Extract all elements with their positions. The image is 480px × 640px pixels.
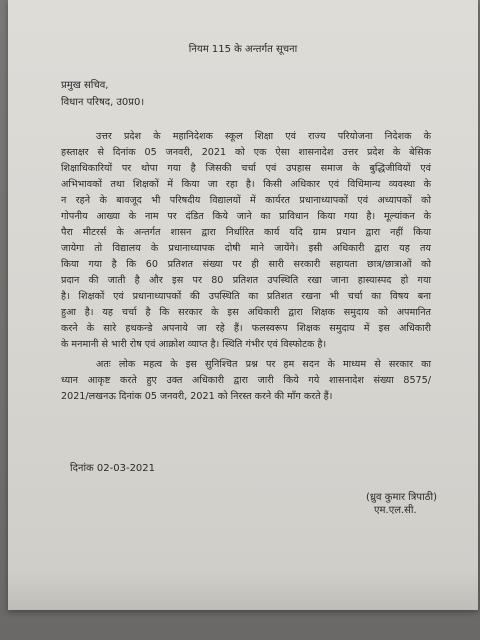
body-line: उत्तर प्रदेश के महानिदेशक स्कूल शिक्षा एवं राज्य परियोजना निदेशक के: [96, 131, 431, 142]
body-line: 2021/लखनऊ दिनांक 05 जनवरी, 2021 को निरस्त करने की माँग करते हैं।: [61, 391, 333, 402]
body-line: अतः लोक महत्व के इस सुनिश्चित प्रश्न पर हम सदन के माध्यम से सरकार का: [96, 359, 431, 370]
body-line: के मनमानी से भारी रोष एवं आक्रोश व्याप्त है। स्थिति गंभीर एवं विस्फोटक है।: [61, 339, 327, 350]
body-line: है। शिक्षकों एवं प्रधानाध्यापकों की उपस्थिति का प्रतिशत रखना भी चर्चा का विषय बना: [61, 291, 431, 302]
body-line: किया गया है कि 60 प्रतिशत संख्या पर ही सारी सरकारी सहायता छात्र/छात्राओं को: [61, 259, 431, 270]
signatory-designation: एम.एल.सी.: [374, 505, 417, 516]
body-line: करने के सारे हथकन्डे अपनाये जा रहे हैं। फलस्वरूप शिक्षक समुदाय में इस अधिकारी: [61, 323, 431, 334]
document-page: [8, 0, 478, 610]
body-line: प्रदान की जाती है और इस पर 80 प्रतिशत उपस्थिति रखा जाना हास्यास्पद हो गया: [61, 275, 431, 286]
body-line: शिक्षाधिकारियों पर थोपा गया है जिसकी चर्चा एवं उपहास समाज के बुद्धिजीवियों एवं: [61, 163, 431, 174]
recipient-office: विधान परिषद, उ0प्र0।: [61, 97, 145, 108]
body-line: हुआ है। यह चर्चा है कि सरकार के इस अधिकारी द्वारा शिक्षक समुदाय को अपमानित: [61, 307, 431, 318]
body-line: गोपनीय आख्या के नाम पर दंडित किये जाने का प्राविधान किया गया है। मूल्यांकन के: [61, 211, 431, 222]
body-line: जायेगा तो विद्यालय के प्रधानाध्यापक दोषी माने जायेंगे। इसी अधिकारी द्वारा यह तय: [61, 243, 431, 254]
signatory-name: (ध्रुव कुमार त्रिपाठी): [366, 492, 437, 503]
page-shading: [8, 570, 478, 610]
recipient-designation: प्रमुख सचिव,: [61, 80, 109, 91]
body-line: ध्यान आकृष्ट करते हुए उक्त अधिकारी द्वारा जारी किये गये शासनादेश संख्या 8575/: [61, 375, 431, 386]
body-line: न रहने के बावजूद भी परिषदीय विद्यालयों में कार्यरत प्रधानाध्यापकों एवं अध्यापकों को: [61, 195, 431, 206]
notice-date: दिनांक 02-03-2021: [70, 463, 156, 474]
body-line: पैरा मीटरर्स के अन्तर्गत शासन द्वारा निर्धारित कार्य यदि ग्राम प्रधान द्वारा नहीं किया: [61, 227, 431, 238]
body-line: हस्ताक्षर से दिनांक 05 जनवरी, 2021 को एक ऐसा शासनादेश उत्तर प्रदेश के बेसिक: [61, 147, 431, 158]
body-line: अभिभावकों तथा शिक्षकों में किया जा रहा है। किसी अधिकार एवं विधिमान्य व्यवस्था के: [61, 179, 431, 190]
notice-title: नियम 115 के अन्तर्गत सूचना: [188, 44, 298, 55]
